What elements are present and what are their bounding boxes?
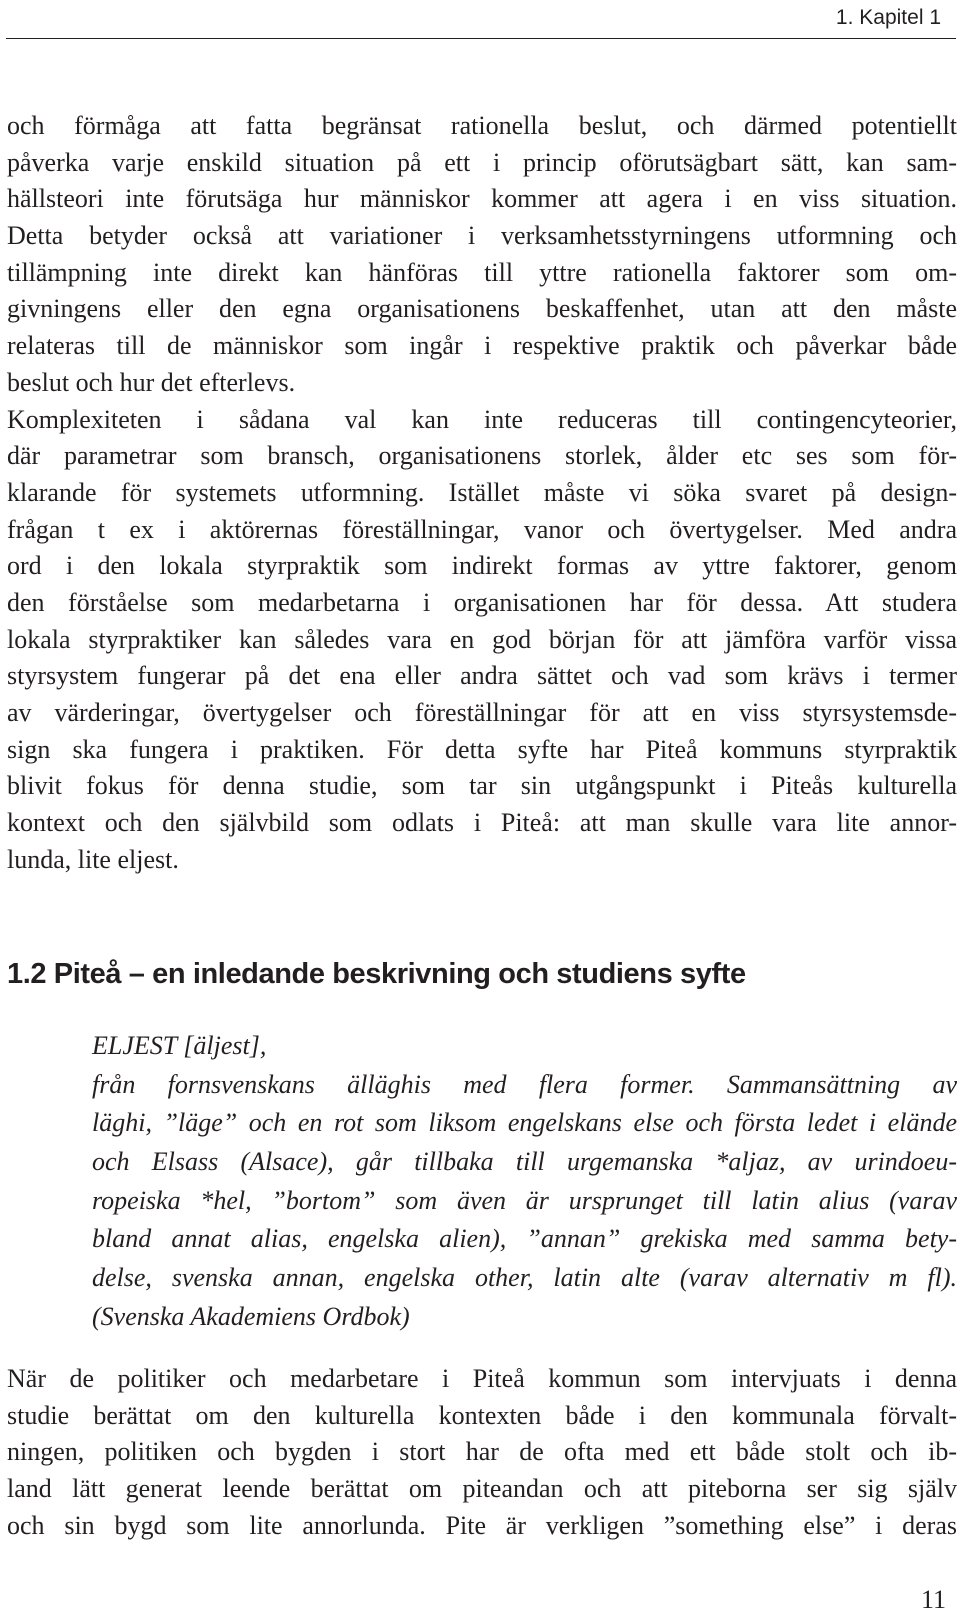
- text-line: och förmåga att fatta begränsat rationella beslut, och därmed potentiellt: [7, 111, 957, 140]
- text-line: givningens eller den egna organisationens beskaffenhet, utan att den måste: [7, 294, 957, 324]
- running-header: 1. Kapitel 1: [835, 6, 941, 29]
- epigraph-line: och Elsass (Alsace), går tillbaka till urgemanska *aljaz, av urindoeu-: [92, 1147, 957, 1177]
- section-heading: 1.2 Piteå – en inledande beskrivning och studiens syfte: [7, 958, 746, 990]
- epigraph-line: ropeiska *hel, ”bortom” som även är ursprunget till latin alius (varav: [92, 1185, 957, 1215]
- text-line: studie berättat om den kulturella kontexten både i den kommunala förvalt-: [7, 1400, 957, 1430]
- epigraph-source: (Svenska Akademiens Ordbok): [92, 1301, 410, 1331]
- body-paragraph: [7, 108, 957, 878]
- page-number: 11: [920, 1585, 946, 1614]
- text-line: ningen, politiken och bygden i stort har de ofta med ett både stolt och ib-: [7, 1437, 957, 1467]
- epigraph-line: läghi, ”läge” och en rot som liksom engelskans else och första ledet i elände: [92, 1108, 957, 1138]
- text-line: blivit fokus för denna studie, som tar sin utgångspunkt i Piteås kulturella: [7, 771, 957, 801]
- body-paragraph: [7, 1361, 957, 1544]
- text-line: hällsteori inte förutsäga hur människor kommer att agera i en viss situation.: [7, 184, 957, 214]
- text-line: land lätt generat leende berättat om piteandan och att piteborna ser sig själv: [7, 1474, 957, 1504]
- text-line: frågan t ex i aktörernas föreställningar, vanor och övertygelser. Med andra: [7, 514, 957, 544]
- text-line: kontext och den självbild som odlats i Piteå: att man skulle vara lite annor-: [7, 808, 957, 838]
- epigraph-quote: [92, 1027, 957, 1337]
- text-line: den förståelse som medarbetarna i organisationen har för dessa. Att studera: [7, 587, 957, 617]
- text-line: styrsystem fungerar på det ena eller andra sättet och vad som krävs i termer: [7, 661, 957, 691]
- epigraph-line: ELJEST [äljest],: [92, 1031, 267, 1060]
- text-line: ord i den lokala styrpraktik som indirekt formas av yttre faktorer, genom: [7, 551, 957, 581]
- text-line: påverka varje enskild situation på ett i princip oförutsägbart sätt, kan sam-: [7, 147, 957, 177]
- text-line: klarande för systemets utformning. Istället måste vi söka svaret på design-: [7, 477, 957, 507]
- text-line: När de politiker och medarbetare i Piteå kommun som intervjuats i denna: [7, 1364, 957, 1393]
- text-line: och sin bygd som lite annorlunda. Pite är verkligen ”something else” i deras: [7, 1510, 957, 1540]
- text-line: av värderingar, övertygelser och föreställningar för att en viss styrsystemsde-: [7, 698, 957, 727]
- text-line: lokala styrpraktiker kan således vara en god början för att jämföra varför vissa: [7, 624, 957, 654]
- text-line: tillämpning inte direkt kan hänföras till yttre rationella faktorer som om-: [7, 257, 957, 287]
- text-line: beslut och hur det efterlevs.: [7, 367, 296, 397]
- epigraph-line: från fornsvenskans älläghis med flera former. Sammansättning av: [92, 1069, 957, 1099]
- text-line: sign ska fungera i praktiken. För detta syfte har Piteå kommuns styrpraktik: [7, 734, 957, 764]
- header-rule: [6, 38, 956, 39]
- text-line: lunda, lite eljest.: [7, 844, 179, 874]
- text-line: där parametrar som bransch, organisationens storlek, ålder etc ses som för-: [7, 441, 957, 471]
- text-line: relateras till de människor som ingår i respektive praktik och påverkar både: [7, 331, 957, 361]
- epigraph-line: delse, svenska annan, engelska other, latin alte (varav alternativ m fl).: [92, 1263, 957, 1293]
- text-line: Komplexiteten i sådana val kan inte reduceras till contingencyteorier,: [7, 404, 957, 434]
- text-line: Detta betyder också att variationer i verksamhetsstyrningens utformning och: [7, 221, 957, 251]
- epigraph-line: bland annat alias, engelska alien), ”annan” grekiska med samma bety-: [92, 1224, 957, 1254]
